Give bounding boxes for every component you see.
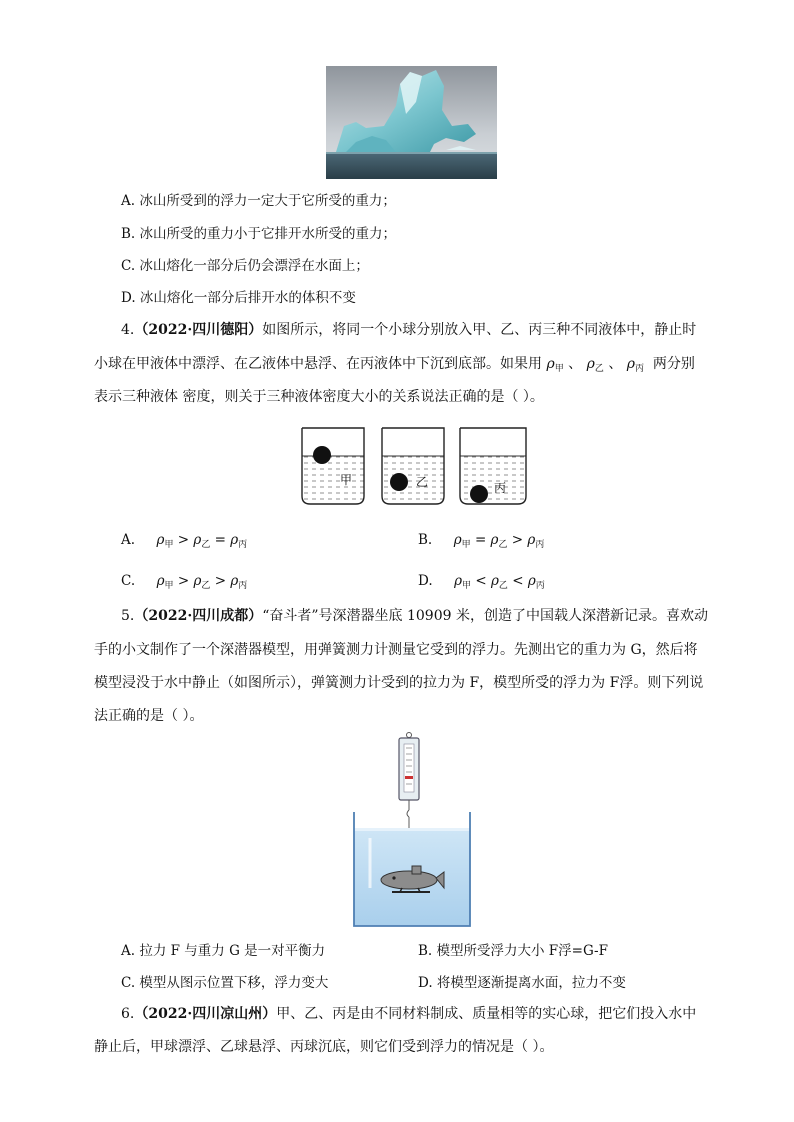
sub-label: 丙 xyxy=(535,581,545,591)
q4-number: 4. xyxy=(121,322,135,338)
sub-label: 甲 xyxy=(554,364,564,374)
beaker-jia xyxy=(302,428,364,504)
operator: = xyxy=(474,532,487,548)
q5-line-1 xyxy=(121,606,708,626)
q5-option-b: B. 模型所受浮力大小 F浮=G-F xyxy=(418,943,608,959)
q6-line-2: 静止后，甲球漂浮、乙球悬浮、丙球沉底，则它们受到浮力的情况是（ ）。 xyxy=(94,1039,554,1055)
q6-text-1: 甲、乙、丙是由不同材料制成、质量相等的实心球，把它们投入水中 xyxy=(276,1006,697,1022)
operator: < xyxy=(512,573,524,589)
q4-line-2 xyxy=(94,354,695,379)
sub-label: 甲 xyxy=(462,581,472,591)
rho-symbol: ρ xyxy=(156,532,165,548)
operator: > xyxy=(511,532,524,548)
q5-number: 5. xyxy=(121,608,135,624)
rho-symbol: ρ xyxy=(490,532,499,548)
rho-symbol: ρ xyxy=(490,573,499,589)
sub-label: 乙 xyxy=(498,540,508,550)
q5-option-a: A. 拉力 F 与重力 G 是一对平衡力 xyxy=(121,943,326,959)
ball-yi xyxy=(390,473,408,491)
rho-symbol: ρ xyxy=(626,356,635,372)
option-prefix: A. xyxy=(121,532,136,548)
label-yi: 乙 xyxy=(416,475,429,489)
beaker-yi xyxy=(382,428,444,504)
label-bing: 丙 xyxy=(494,481,507,495)
q4-line-3: 表示三种液体 密度，则关于三种液体密度大小的关系说法正确的是（ ）。 xyxy=(94,389,544,405)
operator: > xyxy=(177,532,190,548)
q4-option-b xyxy=(418,530,544,555)
q5-line-3: 模型浸没于水中静止（如图所示），弹簧测力计受到的拉力为 F，模型所受的浮力为 F浮。则下列说 xyxy=(94,675,704,691)
q5-source: （2022·四川成都） xyxy=(134,608,263,624)
rho-symbol: ρ xyxy=(546,356,555,372)
q5-line-4: 法正确的是（ ）。 xyxy=(94,708,204,724)
rho-symbol: ρ xyxy=(453,532,462,548)
sub-label: 乙 xyxy=(201,540,211,550)
sub-label: 丙 xyxy=(635,364,645,374)
sub-label: 乙 xyxy=(594,364,604,374)
q5-option-d: D. 将模型逐渐提离水面，拉力不变 xyxy=(418,975,626,991)
rho-symbol: ρ xyxy=(230,573,239,589)
q3-option-a: A. 冰山所受到的浮力一定大于它所受的重力； xyxy=(121,193,396,209)
iceberg-photo xyxy=(326,66,497,179)
rho-symbol: ρ xyxy=(586,356,595,372)
q5-option-c: C. 模型从图示位置下移，浮力变大 xyxy=(121,975,329,991)
q3-option-c: C. 冰山熔化一部分后仍会漂浮在水面上； xyxy=(121,258,369,274)
sub-label: 甲 xyxy=(461,540,471,550)
separator: 、 xyxy=(568,356,583,372)
option-prefix: D. xyxy=(418,573,433,589)
operator: < xyxy=(475,573,487,589)
rho-symbol: ρ xyxy=(527,532,536,548)
label-jia: 甲 xyxy=(340,473,353,487)
rho-symbol: ρ xyxy=(156,573,165,589)
q4-source: （2022·四川德阳） xyxy=(134,322,263,338)
sub-label: 丙 xyxy=(238,540,248,550)
q4-text-2a: 小球在甲液体中漂浮、在乙液体中悬浮、在丙液体中下沉到底部。如果用 xyxy=(94,356,542,372)
q4-line-1 xyxy=(121,320,696,340)
sub-label: 甲 xyxy=(164,581,174,591)
rho-symbol: ρ xyxy=(193,532,202,548)
q4-option-c xyxy=(121,571,247,596)
q3-option-b: B. 冰山所受的重力小于它排开水所受的重力； xyxy=(121,226,397,242)
sub-label: 乙 xyxy=(201,581,211,591)
beaker-bing xyxy=(460,428,526,504)
rho-symbol: ρ xyxy=(193,573,202,589)
q5-text-1: “奋斗者”号深潜器坐底 10909 米，创造了中国载人深潜新记录。喜欢动 xyxy=(262,608,708,624)
q4-text-2b: 两分别 xyxy=(652,356,695,372)
q3-option-d: D. 冰山熔化一部分后排开水的体积不变 xyxy=(121,290,356,306)
operator: > xyxy=(177,573,190,589)
separator: 、 xyxy=(608,356,623,372)
q4-text-1: 如图所示，将同一个小球分别放入甲、乙、丙三种不同液体中，静止时 xyxy=(262,322,697,338)
q6-source: （2022·四川凉山州） xyxy=(134,1006,277,1022)
q4-option-a xyxy=(121,530,247,555)
q5-line-2: 手的小文制作了一个深潜器模型，用弹簧测力计测量它受到的浮力。先测出它的重力为 G，然后将 xyxy=(94,642,698,658)
spring-scale xyxy=(399,733,419,818)
rho-symbol: ρ xyxy=(454,573,463,589)
option-prefix: C. xyxy=(121,573,136,589)
option-prefix: B. xyxy=(418,532,433,548)
ball-jia xyxy=(313,446,331,464)
sub-label: 乙 xyxy=(498,581,508,591)
sub-label: 丙 xyxy=(238,581,248,591)
sub-label: 丙 xyxy=(535,540,545,550)
ball-bing xyxy=(470,485,488,503)
beakers-figure xyxy=(296,424,536,508)
spring-scale-figure xyxy=(352,732,472,928)
q6-line-1 xyxy=(121,1004,696,1024)
q4-option-d xyxy=(418,571,545,596)
operator: > xyxy=(214,573,227,589)
operator: = xyxy=(214,532,226,548)
q6-number: 6. xyxy=(121,1006,135,1022)
sub-label: 甲 xyxy=(164,540,174,550)
rho-symbol: ρ xyxy=(527,573,536,589)
rho-symbol: ρ xyxy=(230,532,239,548)
